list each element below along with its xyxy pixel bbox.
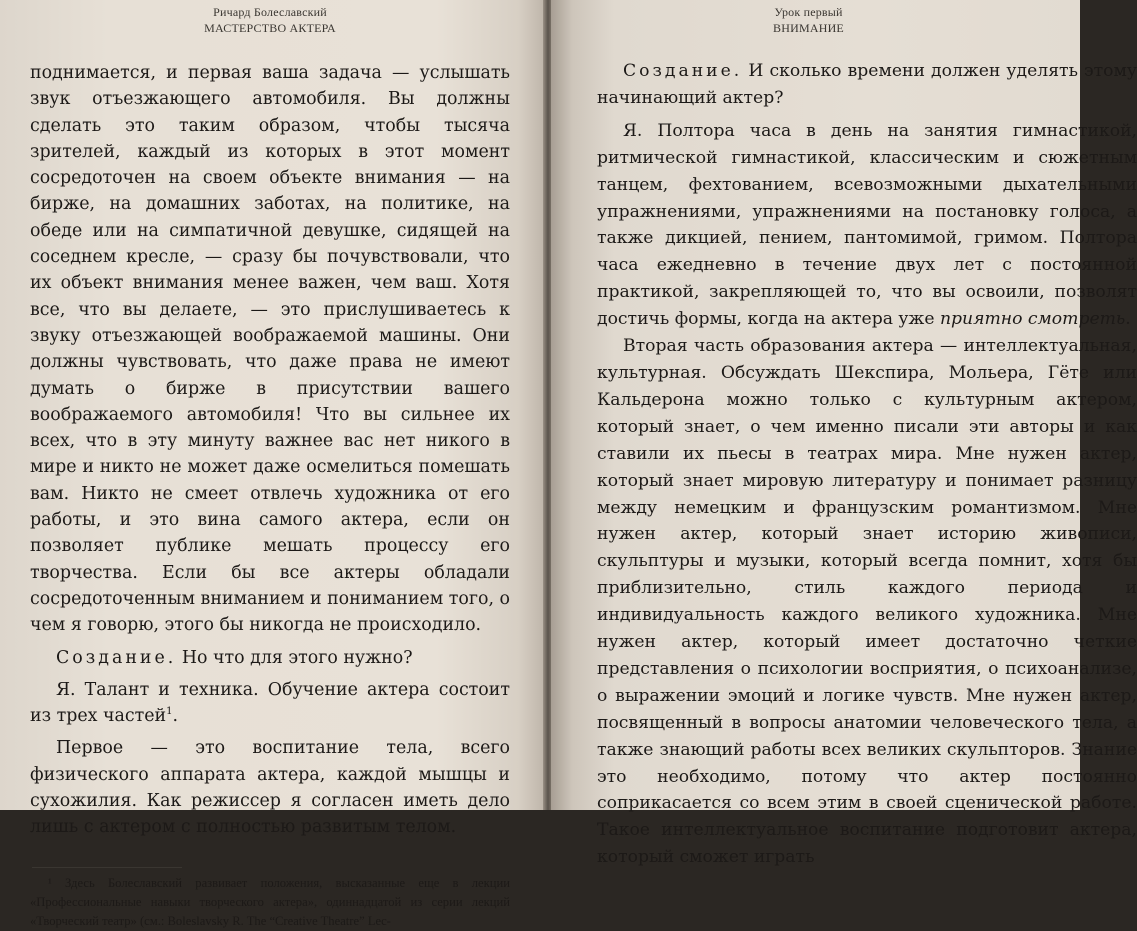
left-body-text (30, 60, 510, 841)
footnote-divider (32, 867, 182, 868)
emphasized-phrase: приятно смотреть (939, 309, 1126, 330)
running-head-book-title: МАСТЕРСТВО АКТЕРА (204, 21, 336, 35)
speaker-creation: Создание. (623, 61, 743, 81)
left-page (0, 0, 546, 928)
dialogue-text-end: . (172, 706, 178, 727)
dialogue-text: Я. Полтора часа в день на занятия гимнастикой, ритмической гимнастикой, классическим и сюжетным танцем, фехтованием, всевозможными дыхательными упражнениями, упражнениями на постановку голоса, а также дикцией, пением, пантомимой, гримом. Полтора часа ежедневно в течение двух лет с постоянной практикой, закрепляющей то, что вы освоили, позволят достичь формы, когда на актера уже (597, 120, 1137, 330)
dialogue-author (30, 677, 510, 730)
running-head-author: Ричард Болеславский (213, 5, 327, 19)
paragraph: Вторая часть образования актера — интеллектуальная, культурная. Обсуждать Шекспира, Мольера, Гёте или Кальдерона можно только с культурным актером, который знает, о чем именно писали эти авторы и как ставили их пьесы в театрах мира. Мне нужен актер, который знает мировую литературу и понимает разницу между немецким и французским романтизмом. Мне нужен актер, который знает историю живописи, скульптуры и музыки, который всегда помнит, хотя бы приблизительно, стиль каждого периода и индивидуальность каждого великого художника. Мне нужен актер, который имеет достаточно четкие представления о психологии восприятия, о психоанализе, о выражении эмоций и логике чувств. Мне нужен актер, посвященный в вопросы анатомии человеческого тела, а также знающий работы всех великих скульпторов. Знание это необходимо, потому что актер постоянно соприкасается со всем этим в своей сценической работе. Такое интеллектуальное воспитание подготовит актера, который сможет играть (597, 336, 1137, 868)
running-head-lesson: Урок первый (774, 5, 843, 19)
footnote: ¹ Здесь Болеславский развивает положения, высказанные еще в лекции «Профессиональные навыки творческого актера», одиннадцатой из серии лекций «Творческий театр» (см.: Boleslavsky R. The “Creative Theatre” Lec- (30, 875, 510, 928)
dialogue-creation (30, 645, 510, 671)
dialogue-text-end: . (1125, 309, 1131, 330)
speaker-creation: Создание. (56, 647, 177, 668)
paragraph: поднимается, и первая ваша задача — услышать звук отъезжающего автомобиля. Вы должны сделать это таким образом, чтобы тысяча зрителей, каждый из которых в этот момент сосредоточен на своем объекте внимания — на бирже, на домашних заботах, на политике, на обеде или на симпатичной девушке, сидящей на соседнем кресле, — сразу бы почувствовали, что их объект внимания менее важен, чем ваш. Хотя все, что вы делаете, — это прислушиваетесь к звуку отъезжающей воображаемой машины. Они должны чувствовать, что даже права не имеют думать о бирже в присутствии вашего воображаемого автомобиля! Что вы сильнее их всех, что в эту минуту важнее вас нет никого в мире и никто не может даже осмелиться помешать вам. Никто не смеет отвлечь художника от его работы, и это вина самого актера, если он позволяет публике мешать процессу его творчества. Если бы все актеры обладали сосредоточенным вниманием и пониманием того, о чем я говорю, этого бы никогда не происходило. (30, 63, 510, 636)
footnote-mark: 1 (166, 706, 173, 718)
running-head-chapter-title: ВНИМАНИЕ (773, 21, 844, 35)
right-page (551, 0, 1137, 868)
dialogue-creation (597, 58, 1137, 112)
dialogue-text: Но что для этого нужно? (176, 647, 413, 668)
right-running-head (597, 0, 1020, 36)
paragraph: Первое — это воспитание тела, всего физического аппарата актера, каждой мышцы и сухожилия. Как режиссер я согласен иметь дело лишь с актером с полностью развитым телом. (30, 738, 510, 838)
right-body-text (597, 58, 1137, 871)
dialogue-text: Я. Талант и техника. Обучение актера состоит из трех частей (30, 679, 510, 727)
dialogue-author (597, 118, 1137, 333)
dialogue-text: И сколько времени должен уделять этому начинающий актер? (597, 61, 1137, 108)
left-running-head (30, 0, 510, 36)
